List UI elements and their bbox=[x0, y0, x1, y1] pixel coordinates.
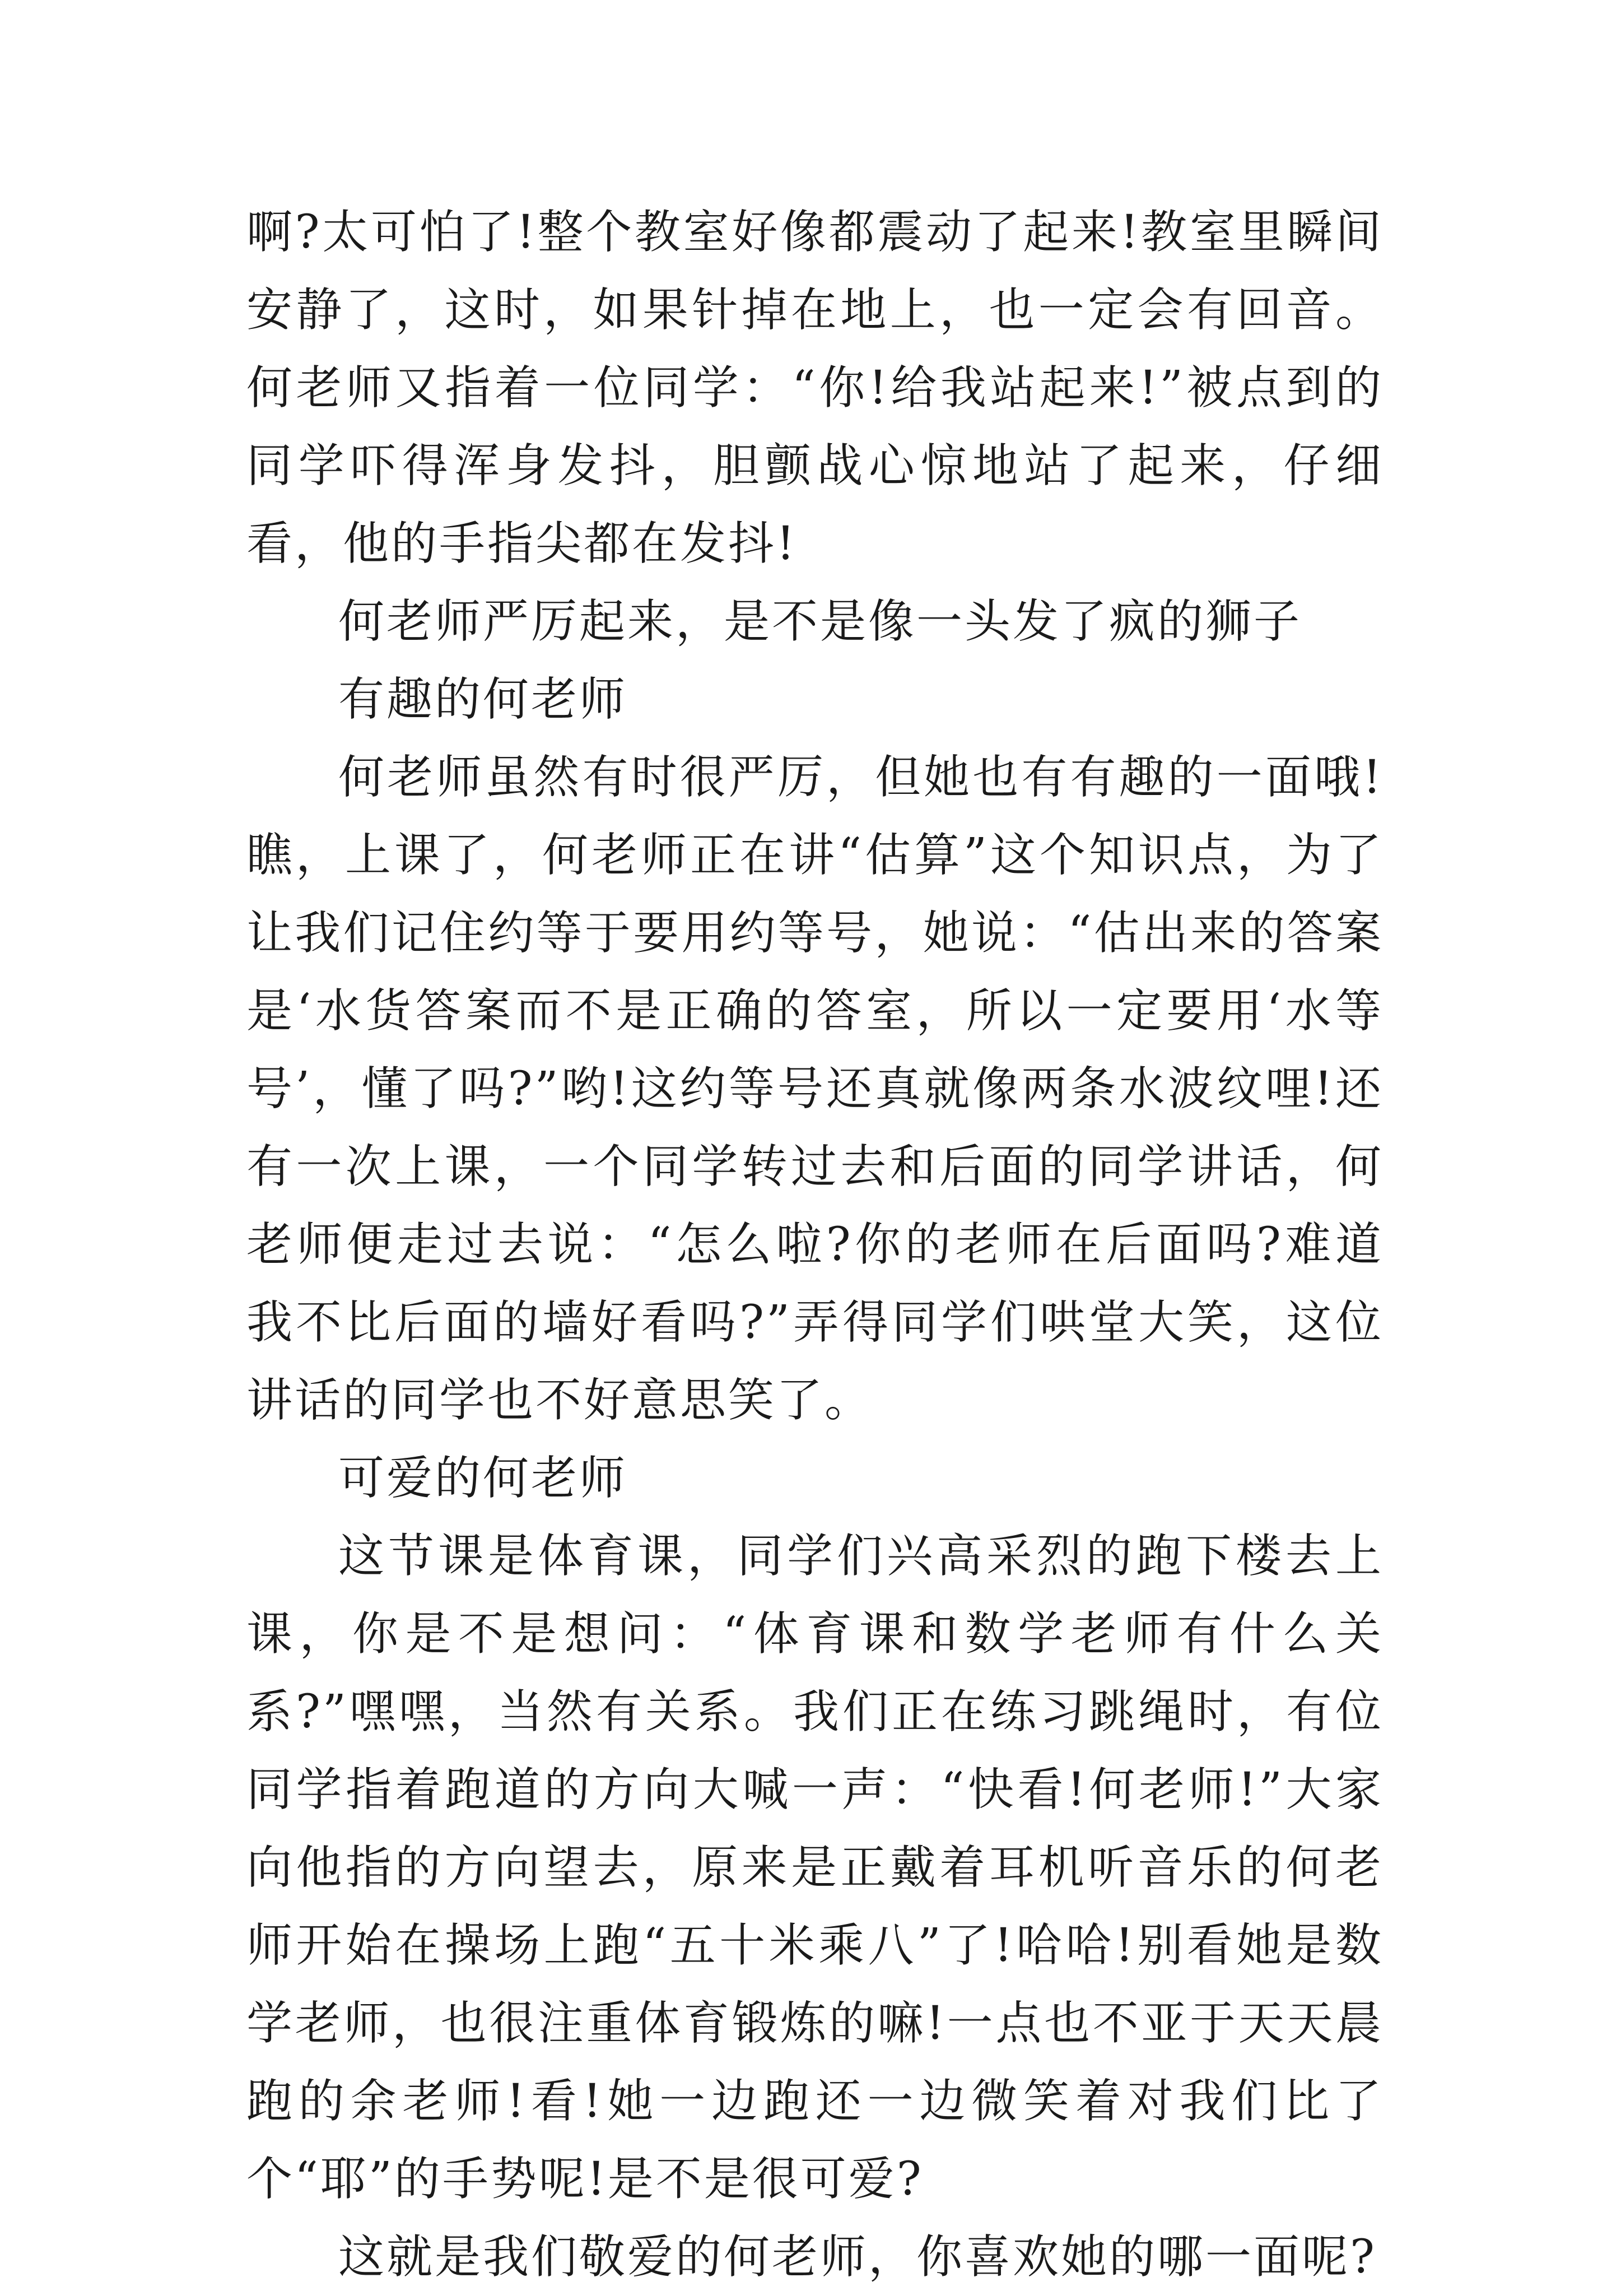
paragraph-lovely-teacher: 这节课是体育课，同学们兴高采烈的跑下楼去上课，你是不是想问：“体育课和数学老师有什么关系?”嘿嘿，当然有关系。我们正在练习跳绳时，有位同学指着跑道的方向大喊一声：“快看!何老师!”大家向他指的方向望去，原来是正戴着耳机听音乐的何老师开始在操场上跑“五十米乘八”了!哈哈!别看她是数学老师，也很注重体育锻炼的嘛!一点也不亚于天天晨跑的余老师!看!她一边跑还一边微笑着对我们比了个“耶”的手势呢!是不是很可爱? bbox=[246, 1530, 1384, 2206]
document-body bbox=[246, 193, 1384, 2296]
paragraph-interesting-teacher: 何老师虽然有时很严厉，但她也有有趣的一面哦!瞧，上课了，何老师正在讲“估算”这个知识点，为了让我们记住约等于要用约等号，她说：“估出来的答案是‘水货答案而不是正确的答室，所以一定要用‘水等号’，懂了吗?”哟!这约等号还真就像两条水波纹哩!还有一次上课，一个同学转过去和后面的同学讲话，何老师便走过去说：“怎么啦?你的老师在后面吗?难道我不比后面的墙好看吗?”弄得同学们哄堂大笑，这位讲话的同学也不好意思笑了。 bbox=[246, 751, 1384, 1427]
section-heading-lovely: 可爱的何老师 bbox=[338, 1452, 628, 1505]
paragraph-lion-comparison: 何老师严厉起来，是不是像一头发了疯的狮子 bbox=[338, 595, 1302, 648]
paragraph-conclusion: 这就是我们敬爱的何老师，你喜欢她的哪一面呢? bbox=[338, 2230, 1377, 2284]
section-heading-interesting: 有趣的何老师 bbox=[338, 673, 628, 726]
paragraph-continuation: 啊?太可怕了!整个教室好像都震动了起来!教室里瞬间安静了，这时，如果针掉在地上，也一定会有回音。何老师又指着一位同学：“你!给我站起来!”被点到的同学吓得浑身发抖，胆颤战心惊地站了起来，仔细看，他的手指尖都在发抖! bbox=[246, 206, 1384, 570]
